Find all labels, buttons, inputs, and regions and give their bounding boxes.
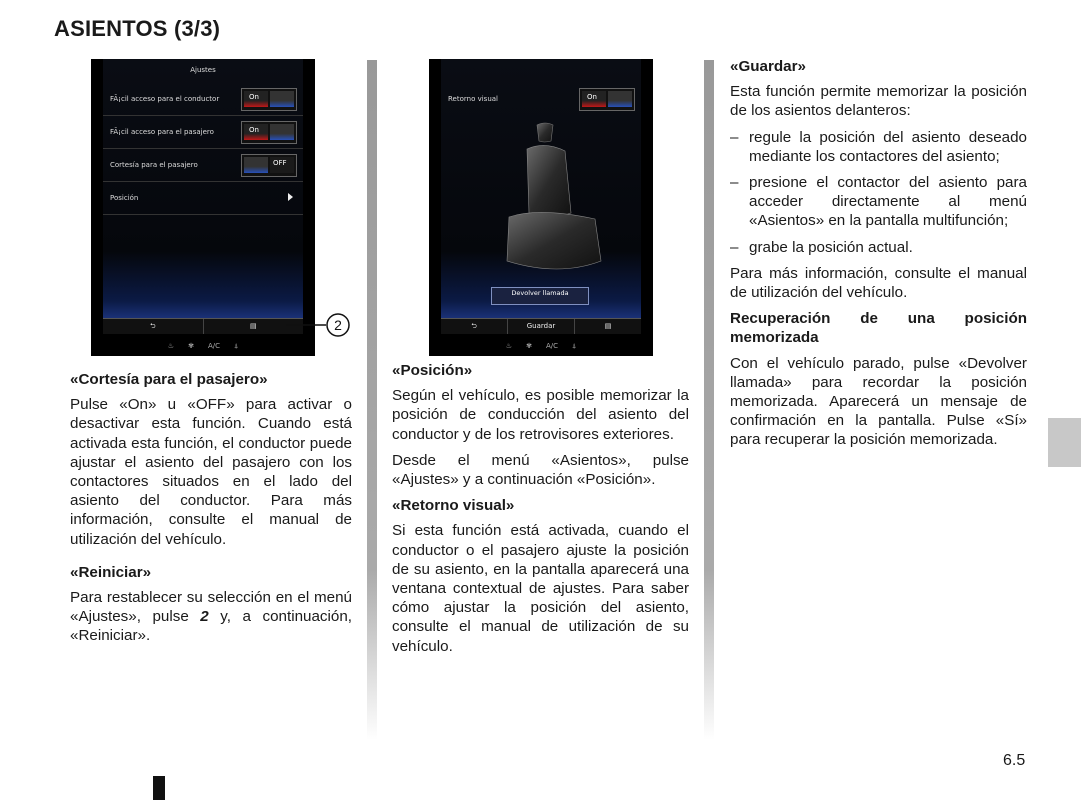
corner-mark <box>153 776 165 800</box>
settings-screen-display <box>103 59 303 334</box>
fan-icon: ✾ <box>188 342 194 350</box>
page-title: ASIENTOS (3/3) <box>54 16 221 41</box>
row-label: Cortesía para el pasajero <box>110 161 198 169</box>
row-visual-return <box>441 83 641 115</box>
defrost-icon: ⍋ <box>572 342 577 350</box>
heading-recall: Recuperación de una posición memorizada <box>730 310 1027 347</box>
list-item: – regule la posición del asiento deseado mediante los contactores del asiento; <box>730 128 1027 165</box>
seat-icon <box>499 121 609 281</box>
heading-save: «Guardar» <box>730 58 806 75</box>
paragraph: Para restablecer su selección en el menú «Ajustes», pulse 2 y, a continuación, «Reiniciar». <box>70 589 352 645</box>
back-icon: ⮌ <box>441 319 508 334</box>
paragraph: Si esta función está activada, cuando el conductor o el pasajero ajuste la posición de su asiento, en la pantalla aparecerá una ventana contextual de ajustes. Para saber cómo ajustar la posición del asiento, consulte el manual de utilización de su vehículo. <box>392 522 689 655</box>
toggle-on: On <box>241 88 297 111</box>
row-easy-access-passenger <box>103 116 303 149</box>
seat-screen-image <box>429 59 653 356</box>
paragraph: Pulse «On» u «OFF» para activar o desactivar esta función. Cuando está activada esta función, el conductor puede ajustar el asiento del pasajero con los contactores situados en el lado del asiento del conductor. Para más información, consulte el manual de utilización del vehículo. <box>70 396 352 548</box>
paragraph: Desde el menú «Asientos», pulse «Ajustes» y a continuación «Posición». <box>392 451 689 489</box>
row-easy-access-driver <box>103 83 303 116</box>
paragraph: Con el vehículo parado, pulse «Devolver llamada» para recordar la posición memorizada. Aparecerá un mensaje de confirmación en la pantalla. Pulse «Sí» para recuperar la posición memorizada. <box>730 354 1027 449</box>
screen-title: Ajustes <box>190 66 216 74</box>
heading-passenger-courtesy: «Cortesía para el pasajero» <box>70 371 268 388</box>
screen-bottom-bar <box>103 318 303 334</box>
section-tab <box>1048 418 1081 467</box>
seat-heat-icon: ♨ <box>167 342 175 350</box>
save-button: Guardar <box>508 319 575 334</box>
paragraph: Según el vehículo, es posible memorizar la posición de conducción del asiento del conductor y de los retrovisores exteriores. <box>392 387 689 443</box>
fan-icon: ✾ <box>526 342 532 350</box>
toggle-on: On <box>579 88 635 111</box>
defrost-icon: ⍋ <box>234 342 239 350</box>
paragraph: Esta función permite memorizar la posición de los asientos delanteros: <box>730 83 1027 120</box>
row-label: FÃ¡cil acceso para el conductor <box>110 95 220 103</box>
ac-label: A/C <box>545 342 558 350</box>
svg-text:2: 2 <box>334 317 342 333</box>
row-label: FÃ¡cil acceso para el pasajero <box>110 128 214 136</box>
seat-heat-icon: ♨ <box>505 342 513 350</box>
list-item: – presione el contactor del asiento para acceder directamente al menú «Asientos» en la pantalla multifunción; <box>730 174 1027 230</box>
callout-2 <box>278 312 354 342</box>
column-2 <box>392 361 689 663</box>
back-icon: ⮌ <box>103 319 204 334</box>
heading-position: «Posición» <box>392 362 473 379</box>
column-divider <box>367 60 377 740</box>
row-label: Posición <box>110 194 139 202</box>
paragraph: Para más información, consulte el manual de utilización del vehículo. <box>730 264 1027 302</box>
seat-screen-display <box>441 59 641 334</box>
page-number: 6.5 <box>1003 752 1026 769</box>
status-bar <box>429 336 653 356</box>
heading-reset: «Reiniciar» <box>70 563 152 581</box>
row-label: Retorno visual <box>448 95 498 103</box>
row-passenger-courtesy <box>103 149 303 182</box>
column-1 <box>70 370 352 653</box>
column-divider <box>704 60 714 740</box>
row-position <box>103 182 303 215</box>
list-item: – grabe la posición actual. <box>730 238 913 256</box>
ac-label: A/C <box>207 342 220 350</box>
menu-icon: ▤ <box>604 322 612 330</box>
toggle-off: OFF <box>241 154 297 177</box>
recall-button: Devolver llamada <box>491 287 589 305</box>
heading-visual-return: «Retorno visual» <box>392 497 515 515</box>
screen-bottom-bar <box>441 318 641 334</box>
chevron-right-icon <box>288 193 293 201</box>
column-3 <box>730 57 1027 457</box>
toggle-on: On <box>241 121 297 144</box>
menu-icon: ▤ <box>249 322 257 330</box>
